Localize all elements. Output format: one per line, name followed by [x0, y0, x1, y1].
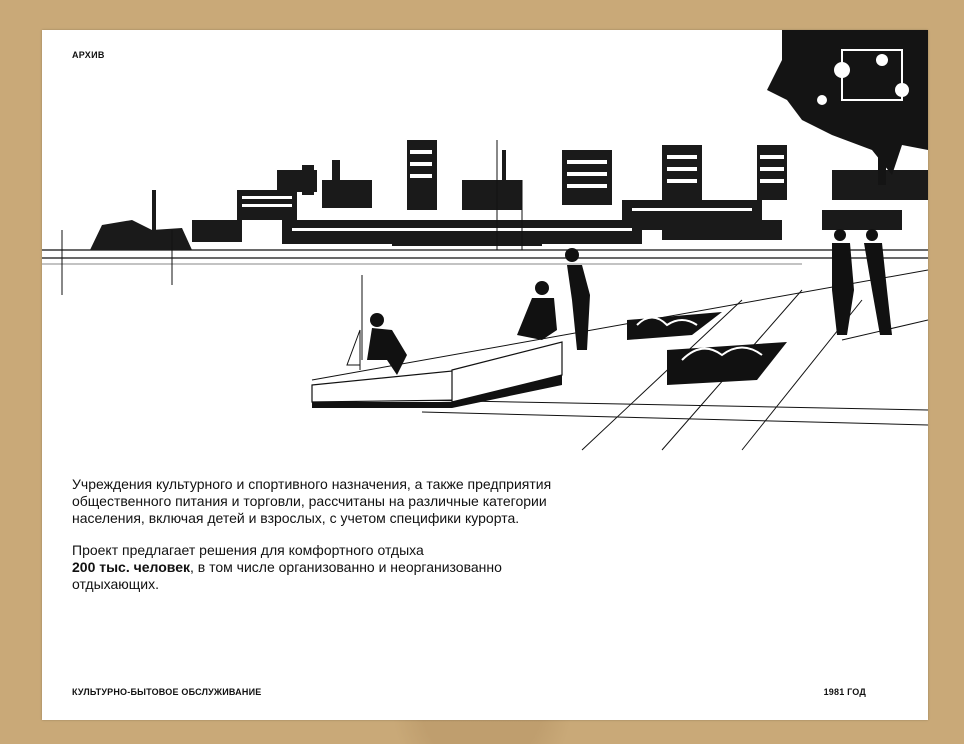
section-label: АРХИВ: [72, 50, 105, 60]
page-sheet: [42, 30, 928, 720]
footer-year: 1981 ГОД: [823, 687, 866, 697]
paragraph-capacity: [72, 542, 572, 593]
footer-section-title: КУЛЬТУРНО-БЫТОВОЕ ОБСЛУЖИВАНИЕ: [72, 687, 262, 697]
description-text: [72, 476, 572, 608]
capacity-suffix: , в том числе организованно и неорганизованно отдыхающих.: [72, 559, 502, 592]
paragraph-facilities: Учреждения культурного и спортивного назначения, а также предприятия общественного питания и торговли, рассчитаны на различные категории населения, включая детей и взрослых, с учетом специфики курорта.: [72, 476, 552, 526]
resort-waterfront-illustration: [42, 30, 928, 470]
capacity-prefix: Проект предлагает решения для комфортного отдыха: [72, 542, 424, 558]
capacity-highlight: 200 тыс. человек: [72, 559, 191, 575]
